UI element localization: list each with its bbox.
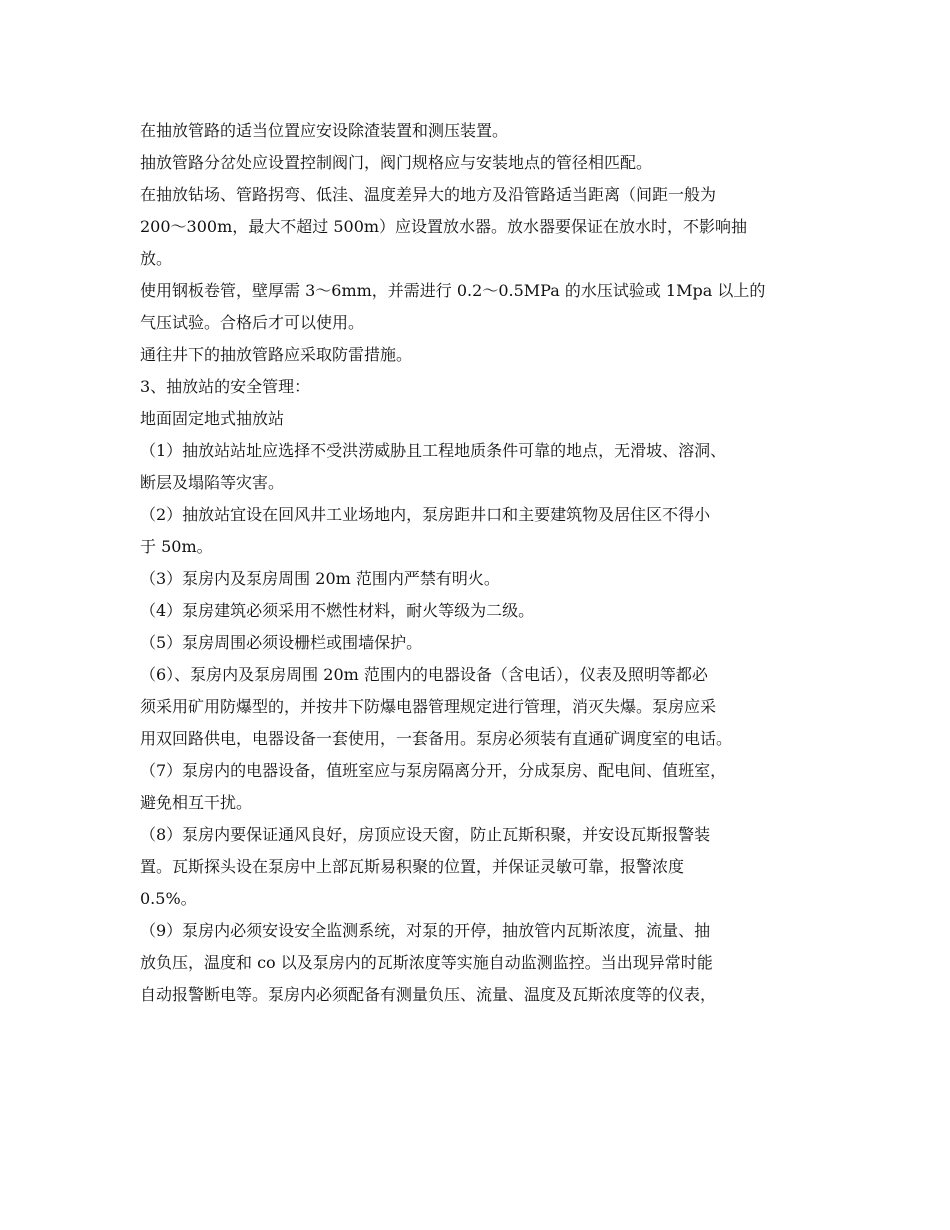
section-heading: 3、抽放站的安全管理：: [140, 377, 311, 396]
text-line: 用双回路供电，电器设备一套使用，一套备用。泵房必须装有直通矿调度室的电话。: [140, 729, 733, 748]
text-line: 须采用矿用防爆型的，并按井下防爆电器管理规定进行管理，消灭失爆。泵房应采: [140, 697, 717, 716]
text-line: 气压试验。合格后才可以使用。: [140, 313, 365, 332]
text-line: 于 50m。: [140, 537, 213, 556]
text-line: （9）泵房内必须安设安全监测系统，对泵的开停，抽放管内瓦斯浓度，流量、抽: [140, 921, 711, 940]
text-line: 200～300m，最大不超过 500m）应设置放水器。放水器要保证在放水时，不影响抽: [140, 217, 748, 236]
subsection-heading: 地面固定地式抽放站: [140, 409, 285, 428]
text-line: 避免相互干扰。: [140, 793, 253, 812]
text-line: （1）抽放站站址应选择不受洪涝威胁且工程地质条件可靠的地点，无滑坡、溶洞、: [140, 441, 727, 460]
text-line: 0.5%。: [140, 889, 197, 908]
text-line: （3）泵房内及泵房周围 20m 范围内严禁有明火。: [140, 569, 500, 588]
text-line: 置。瓦斯探头设在泵房中上部瓦斯易积聚的位置，并保证灵敏可靠，报警浓度: [140, 857, 685, 876]
document-body: [140, 115, 830, 1011]
text-line: 放。: [140, 249, 173, 268]
text-line: （7）泵房内的电器设备，值班室应与泵房隔离分开，分成泵房、配电间、值班室，: [140, 761, 727, 780]
text-line: （6）、泵房内及泵房周围 20m 范围内的电器设备（含电话），仪表及照明等都必: [140, 665, 708, 684]
text-line: （8）泵房内要保证通风良好，房顶应设天窗，防止瓦斯积聚，并安设瓦斯报警装: [140, 825, 711, 844]
text-line: 断层及塌陷等灾害。: [140, 473, 285, 492]
text-line: 在抽放管路的适当位置应安设除渣装置和测压装置。: [140, 121, 509, 140]
text-line: 在抽放钻场、管路拐弯、低洼、温度差异大的地方及沿管路适当距离（间距一般为: [140, 185, 717, 204]
text-line: （2）抽放站宜设在回风井工业场地内，泵房距井口和主要建筑物及居住区不得小: [140, 505, 711, 524]
text-line: 放负压，温度和 co 以及泵房内的瓦斯浓度等实施自动监测监控。当出现异常时能: [140, 953, 713, 972]
text-line: 抽放管路分岔处应设置控制阀门，阀门规格应与安装地点的管径相匹配。: [140, 153, 653, 172]
text-line: （5）泵房周围必须设栅栏或围墙保护。: [140, 633, 423, 652]
text-line: 使用钢板卷管，壁厚需 3～6mm，并需进行 0.2～0.5MPa 的水压试验或 1Mpa 以上的: [140, 281, 766, 300]
text-line: 通往井下的抽放管路应采取防雷措施。: [140, 345, 413, 364]
text-line: （4）泵房建筑必须采用不燃性材料，耐火等级为二级。: [140, 601, 535, 620]
text-line: 自动报警断电等。泵房内必须配备有测量负压、流量、温度及瓦斯浓度等的仪表，: [140, 985, 717, 1004]
